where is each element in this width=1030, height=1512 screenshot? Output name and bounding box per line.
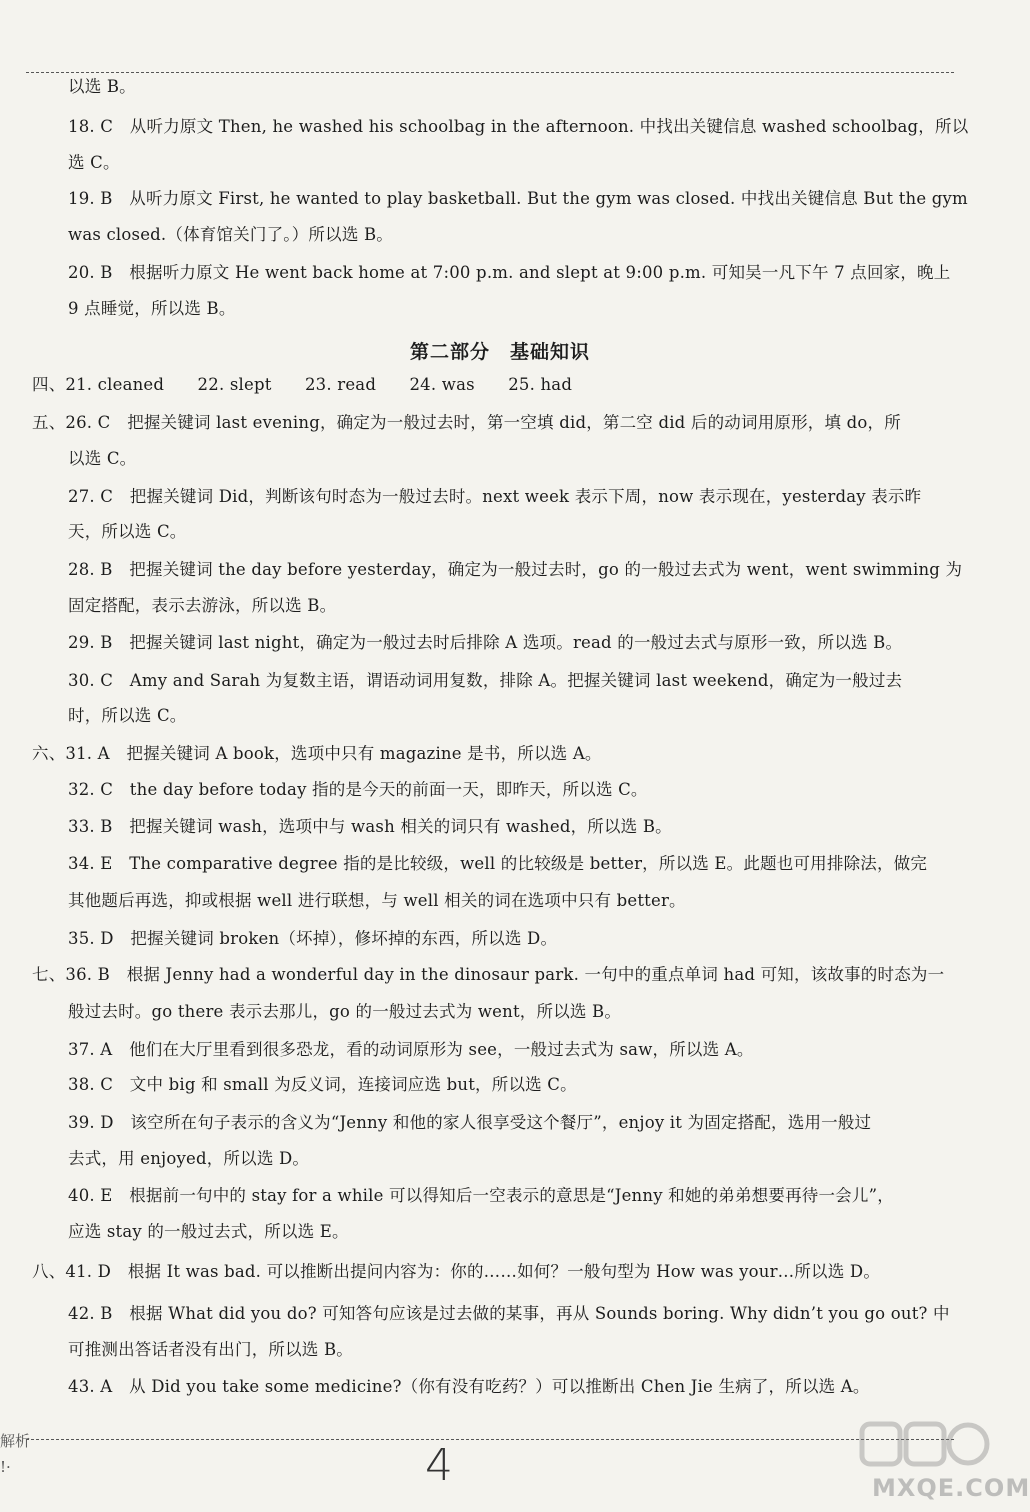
text-line: 可推测出答话者没有出门，所以选 B。: [68, 1340, 353, 1359]
text-line: 39. D 该空所在句子表示的含义为“Jenny 和他的家人很享受这个餐厅”，enjoy it 为固定搭配，选用一般过: [68, 1113, 872, 1132]
text-line: 27. C 把握关键词 Did，判断该句时态为一般过去时。next week 表示下周，now 表示现在，yesterday 表示昨: [68, 487, 922, 506]
text-line: 33. B 把握关键词 wash，选项中与 wash 相关的词只有 washed，所以选 B。: [68, 817, 672, 836]
text-line: 30. C Amy and Sarah 为复数主语，谓语动词用复数，排除 A。把握关键词 last weekend，确定为一般过去: [68, 671, 903, 690]
text-line: 34. E The comparative degree 指的是比较级，well 的比较级是 better，所以选 E。此题也可用排除法，做完: [68, 854, 928, 873]
watermark-text: MXQE.COM: [872, 1474, 1030, 1502]
text-line: 固定搭配，表示去游泳，所以选 B。: [68, 596, 337, 615]
page-number: 4: [425, 1440, 453, 1491]
text-line: 四、21. cleaned 22. slept 23. read 24. was 25. had: [32, 375, 573, 394]
text-line: 32. C the day before today 指的是今天的前面一天，即昨天，所以选 C。: [68, 780, 648, 799]
text-line: 般过去时。go there 表示去那儿，go 的一般过去式为 went，所以选 B。: [68, 1002, 622, 1021]
text-line: 42. B 根据 What did you do? 可知答句应该是过去做的某事，再从 Sounds boring. Why didn’t you go out? 中: [68, 1304, 950, 1323]
watermark-logo: [860, 1418, 990, 1470]
text-line: 天，所以选 C。: [68, 522, 187, 541]
text-line: 应选 stay 的一般过去式，所以选 E。: [68, 1222, 349, 1241]
text-line: 选 C。: [68, 153, 120, 172]
text-line: 35. D 把握关键词 broken（坏掉），修坏掉的东西，所以选 D。: [68, 929, 558, 948]
text-line: 38. C 文中 big 和 small 为反义词，连接词应选 but，所以选 C。: [68, 1075, 577, 1094]
side-label: 解析: [0, 1432, 31, 1450]
text-line: was closed.（体育馆关门了。）所以选 B。: [68, 225, 393, 244]
text-line: 18. C 从听力原文 Then, he washed his schoolbag in the afternoon. 中找出关键信息 washed schoolbag，所以: [68, 117, 969, 136]
text-line: 9 点睡觉，所以选 B。: [68, 299, 236, 318]
text-line: 20. B 根据听力原文 He went back home at 7:00 p.m. and slept at 9:00 p.m. 可知吴一凡下午 7 点回家，晚上: [68, 263, 951, 282]
text-line: 去式，用 enjoyed，所以选 D。: [68, 1149, 310, 1168]
text-line: 以选 C。: [68, 449, 137, 468]
text-line: 六、31. A 把握关键词 A book，选项中只有 magazine 是书，所以选 A。: [32, 744, 602, 763]
text-line: 以选 B。: [68, 77, 136, 96]
text-line: 八、41. D 根据 It was bad. 可以推断出提问内容为：你的……如何？一般句型为 How was your…所以选 D。: [32, 1262, 881, 1281]
side-mark: !·: [0, 1458, 11, 1476]
text-line: 19. B 从听力原文 First, he wanted to play basketball. But the gym was closed. 中找出关键信息 But the gym: [68, 189, 968, 208]
text-line: 其他题后再选，抑或根据 well 进行联想，与 well 相关的词在选项中只有 better。: [68, 891, 686, 910]
text-line: 40. E 根据前一句中的 stay for a while 可以得知后一空表示的意思是“Jenny 和她的弟弟想要再待一会儿”，: [68, 1186, 894, 1205]
text-line: 五、26. C 把握关键词 last evening，确定为一般过去时，第一空填 did，第二空 did 后的动词用原形，填 do，所: [32, 413, 901, 432]
text-line: 七、36. B 根据 Jenny had a wonderful day in the dinosaur park. 一句中的重点单词 had 可知，该故事的时态为一: [32, 965, 945, 984]
text-line: 43. A 从 Did you take some medicine?（你有没有吃药？）可以推断出 Chen Jie 生病了，所以选 A。: [68, 1377, 870, 1396]
text-line: 37. A 他们在大厅里看到很多恐龙，看的动词原形为 see，一般过去式为 saw，所以选 A。: [68, 1040, 754, 1059]
text-line: 时，所以选 C。: [68, 706, 187, 725]
section-heading: 第二部分 基础知识: [409, 341, 590, 363]
text-line: 29. B 把握关键词 last night，确定为一般过去时后排除 A 选项。read 的一般过去式与原形一致，所以选 B。: [68, 633, 903, 652]
text-line: 28. B 把握关键词 the day before yesterday，确定为一般过去时，go 的一般过去式为 went，went swimming 为: [68, 560, 963, 579]
